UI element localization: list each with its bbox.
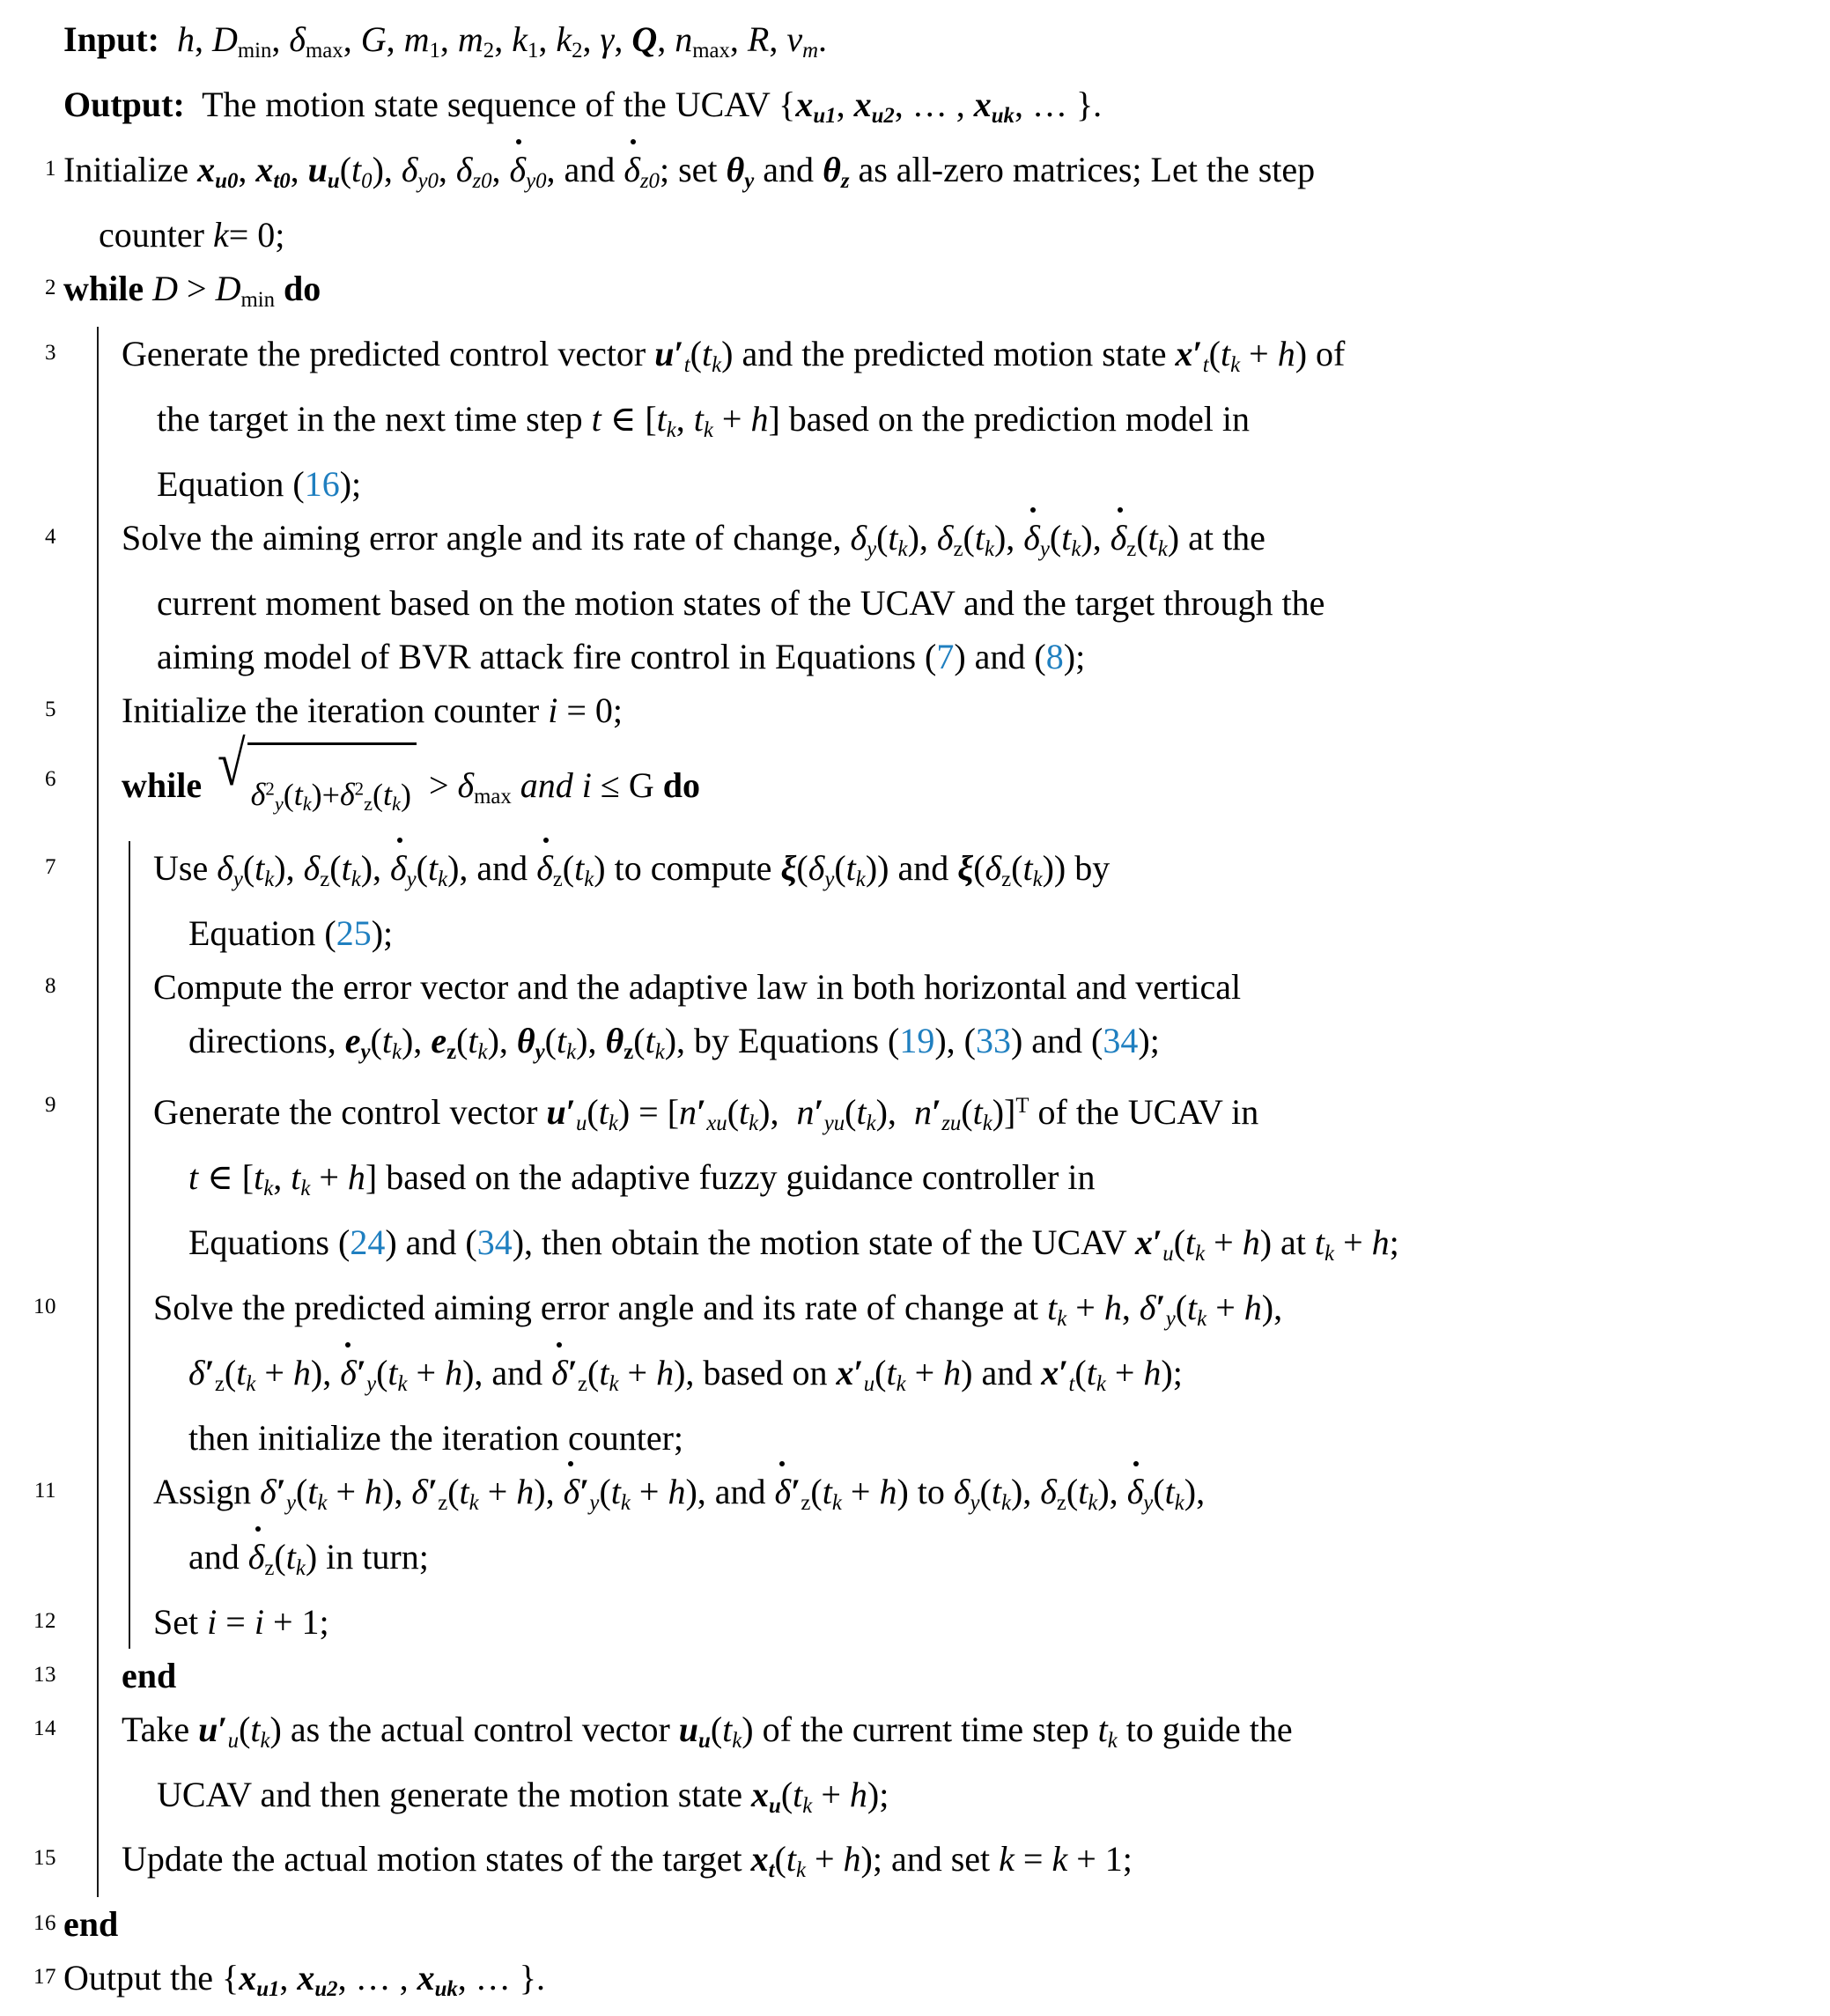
line-7-continuation: Equation (25); xyxy=(188,913,394,954)
line-14-continuation: UCAV and then generate the motion state $x_u(t_k + h)$; xyxy=(157,1774,889,1818)
output-label: Output: xyxy=(63,84,185,124)
algorithm-line-13 xyxy=(0,1649,1830,1702)
line-number-8: 8 xyxy=(45,974,56,999)
equation-ref-33[interactable]: 33 xyxy=(975,1021,1011,1061)
outer-loop-guide-11 xyxy=(97,1465,99,1595)
outer-loop-guide-4 xyxy=(97,511,99,683)
keyword-do-outer: do xyxy=(284,268,321,308)
line-number-4: 4 xyxy=(45,524,56,549)
algorithm-line-4 xyxy=(0,511,1830,683)
line-10-continuation-a: $\delta'_z(t_k + h)$, $\delta'_y(t_k + h)$, and $\delta'_z(t_k + h)$, based on $x'_u(t_k + h)$ and $x'_t(t_k + h)$; xyxy=(153,1346,1830,1411)
line-3-continuation-a: the target in the next time step t ∈ [$t_k$, $t_k + h$] based on the prediction model in xyxy=(157,398,1251,442)
algorithm-line-14 xyxy=(0,1702,1830,1833)
line-number-15: 15 xyxy=(33,1846,56,1871)
equation-ref-19[interactable]: 19 xyxy=(899,1021,935,1061)
line-14-text: Take $u'_u(t_k)$ as the actual control vector $u_u(t_k)$ of the current time step $t_k$ to guide the UCAV and then generate the motion state $x_u(t_k + h)$; xyxy=(122,1710,1830,1833)
inner-loop-guide-8 xyxy=(129,960,130,1079)
and-keyword: and xyxy=(520,765,573,806)
algorithm-line-7 xyxy=(0,841,1830,960)
radical-sign-icon: √ xyxy=(218,727,246,799)
line-3-continuation-b: Equation (16); xyxy=(157,463,362,504)
input-line: Input: h, $D_{min}$, $\delta_{max}$, G, $m_1$, $m_2$, $k_1$, $k_2$, γ, Q, $n_{max}$, R, $v_m$. xyxy=(63,19,828,63)
line-number-16: 16 xyxy=(33,1911,56,1936)
outer-loop-guide-12 xyxy=(97,1595,99,1649)
outer-loop-guide-15 xyxy=(97,1832,99,1897)
line-13-end-inner: end xyxy=(122,1655,177,1695)
line-15-text: Update the actual motion states of the target $x_t(t_k + h)$; and set k = k + 1; xyxy=(122,1839,1133,1883)
line-9-continuation-b: Equations (24) and (34), then obtain the motion state of the UCAV $x'_u(t_k + h)$ at $t_k + h$; xyxy=(188,1222,1399,1266)
line-number-5: 5 xyxy=(45,697,56,721)
line-1-text: Initialize $x_{u0}$, $x_{t0}$, $u_u(t_0)$, $\delta_{y0}$, $\delta_{z0}$, $\delta_{y0}$, and $\delta_{z0}$; set $\theta_y$ and $\theta_z$ as all-zero matrices; Let the step counter k= 0; xyxy=(63,150,1830,262)
equation-ref-8[interactable]: 8 xyxy=(1045,636,1064,676)
algorithm-line-1 xyxy=(0,143,1830,262)
algorithm-line-16 xyxy=(0,1897,1830,1951)
line-2-text: while $D > D_{min}$ do xyxy=(63,268,321,312)
outer-loop-guide-14 xyxy=(97,1702,99,1833)
line-11-continuation: and $\delta_z(t_k)$ in turn; xyxy=(153,1530,1830,1595)
inner-loop-guide-11 xyxy=(129,1465,130,1595)
algorithm-line-10 xyxy=(0,1281,1830,1465)
line-12-text: Set i = i + 1; xyxy=(153,1601,329,1642)
line-6-text: while √ $\delta^2_y(t_k)+\delta^2_z(t_k)$ > $\delta_{max}$ and i ≤ G do xyxy=(122,765,700,805)
line-5-text: Initialize the iteration counter i = 0; xyxy=(122,690,624,730)
algorithm-line-6 xyxy=(0,727,1830,842)
outer-loop-guide-3 xyxy=(97,327,99,511)
equation-ref-24[interactable]: 24 xyxy=(350,1222,386,1262)
line-number-14: 14 xyxy=(33,1716,56,1740)
outer-loop-guide-8 xyxy=(97,960,99,1079)
output-text: The motion state sequence of the UCAV {$x_{u1}$, $x_{u2}$, … , $x_{uk}$, … }. xyxy=(202,84,1103,128)
equation-ref-34a[interactable]: 34 xyxy=(1103,1021,1139,1061)
algorithm-line-12 xyxy=(0,1595,1830,1649)
equation-ref-25[interactable]: 25 xyxy=(336,913,372,954)
line-2-condition: D xyxy=(152,268,179,308)
line-9-continuation-a: t ∈ [$t_k$, $t_k + h$] based on the adaptive fuzzy guidance controller in xyxy=(188,1156,1096,1200)
line-number-7: 7 xyxy=(45,855,56,880)
algorithm-line-11 xyxy=(0,1465,1830,1595)
outer-loop-guide-5 xyxy=(97,683,99,737)
algorithm-line-17 xyxy=(0,1951,1830,2016)
line-7-text: Use $\delta_y(t_k)$, $\delta_z(t_k)$, $\delta_y(t_k)$, and $\delta_z(t_k)$ to compute $\xi(\delta_y(t_k))$ and $\xi(\delta_z(t_k))$ by Equation (25); xyxy=(153,848,1830,960)
keyword-while-inner: while xyxy=(122,765,203,806)
inner-loop-guide-7 xyxy=(129,841,130,960)
equation-ref-16[interactable]: 16 xyxy=(304,463,340,504)
outer-loop-guide-13 xyxy=(97,1649,99,1702)
line-4-text: Solve the aiming error angle and its rate of change, $\delta_y(t_k)$, $\delta_z(t_k)$, $\delta_y(t_k)$, $\delta_z(t_k)$ at the current moment based on the motion states of the UCAV and the target through the aiming model of BVR attack fire control in Equations (7) and (8); xyxy=(122,518,1830,683)
keyword-while-outer: while xyxy=(63,268,144,308)
algorithm-line-5 xyxy=(0,683,1830,737)
line-number-1: 1 xyxy=(45,156,56,181)
algorithm-line-15 xyxy=(0,1832,1830,1897)
line-17-text: Output the {$x_{u1}$, $x_{u2}$, … , $x_{uk}$, … }. xyxy=(63,1958,545,2002)
algorithm-line-8 xyxy=(0,960,1830,1079)
input-params: h xyxy=(176,19,195,59)
sqrt-expression xyxy=(214,727,417,842)
line-number-11: 11 xyxy=(33,1478,56,1503)
outer-loop-guide-7 xyxy=(97,841,99,960)
outer-loop-guide-10 xyxy=(97,1281,99,1465)
line-10-text: Solve the predicted aiming error angle and its rate of change at $t_k + h$, $\delta'_y(t_k + h)$, $\delta'_z(t_k + h)$, $\delta'_y(t_k + h)$, and $\delta'_z(t_k + h)$, based on $x'_u(t_k + h)$ and $x'_t(t_k + h)$; then initialize the iteration counter; xyxy=(153,1288,1830,1465)
line-3-text: Generate the predicted control vector $u'_t(t_k)$ and the predicted motion state $x'_t(t_k + h)$ of the target in the next time step t ∈ [$t_k$, $t_k + h$] based on the prediction model in Equation (16); xyxy=(122,334,1830,511)
keyword-do-inner: do xyxy=(662,765,701,806)
algorithm-line-3 xyxy=(0,327,1830,511)
outer-loop-guide-6 xyxy=(97,737,99,842)
line-number-10: 10 xyxy=(33,1294,56,1318)
line-number-17: 17 xyxy=(33,1965,56,1990)
sqrt-radicand: $\delta^2_y(t_k)+\delta^2_z(t_k)$ xyxy=(247,742,417,847)
line-9-text: Generate the control vector $u'_u(t_k) = [n'_{xu}(t_k)$, $n'_{yu}(t_k)$, $n'_{zu}(t_k)]^T$ of the UCAV in t ∈ [$t_k$, $t_k + h$] based on the adaptive fuzzy guidance controller in Equations (24) and (34), then obtain the motion state of the UCAV $x'_u(t_k + h)$ at $t_k + h$; xyxy=(153,1092,1830,1281)
line-number-13: 13 xyxy=(33,1662,56,1687)
line-4-continuation-a: current moment based on the motion states of the UCAV and the target through the xyxy=(157,582,1325,623)
algorithm-line-9 xyxy=(0,1079,1830,1281)
line-number-12: 12 xyxy=(33,1608,56,1633)
line-8-text: Compute the error vector and the adaptive law in both horizontal and vertical directions, $e_y(t_k)$, $e_z(t_k)$, $\theta_y(t_k)$, $\theta_z(t_k)$, by Equations (19), (33) and (34); xyxy=(153,967,1830,1079)
line-1-continuation: counter k= 0; xyxy=(99,214,285,255)
line-number-3: 3 xyxy=(45,340,56,365)
line-number-2: 2 xyxy=(45,275,56,299)
outer-loop-guide-9 xyxy=(97,1079,99,1281)
line-4-continuation-b: aiming model of BVR attack fire control in Equations (7) and (8); xyxy=(157,636,1086,676)
line-10-continuation-b: then initialize the iteration counter; xyxy=(188,1417,684,1458)
equation-ref-34b[interactable]: 34 xyxy=(476,1222,513,1262)
algorithm-output-row xyxy=(0,78,1830,143)
line-11-text: Assign $\delta'_y(t_k + h)$, $\delta'_z(t_k + h)$, $\delta'_y(t_k + h)$, and $\delta'_z(t_k + h)$ to $\delta_y(t_k)$, $\delta_z(t_k)$, $\delta_y(t_k)$, and $\delta_z(t_k)$ in turn; xyxy=(153,1472,1830,1595)
line-number-6: 6 xyxy=(45,766,56,791)
line-16-end-outer: end xyxy=(63,1904,119,1945)
inner-loop-guide-10 xyxy=(129,1281,130,1465)
algorithm-input-row xyxy=(0,12,1830,78)
inner-loop-guide-9 xyxy=(129,1079,130,1281)
output-line xyxy=(63,84,1103,128)
equation-ref-7[interactable]: 7 xyxy=(936,636,955,676)
input-label: Input: xyxy=(63,19,159,59)
algorithm-line-2 xyxy=(0,262,1830,327)
inner-loop-guide-12 xyxy=(129,1595,130,1649)
line-number-9: 9 xyxy=(45,1093,56,1118)
line-8-continuation: directions, $e_y(t_k)$, $e_z(t_k)$, $\theta_y(t_k)$, $\theta_z(t_k)$, by Equations (19), (33) and (34); xyxy=(188,1021,1160,1065)
